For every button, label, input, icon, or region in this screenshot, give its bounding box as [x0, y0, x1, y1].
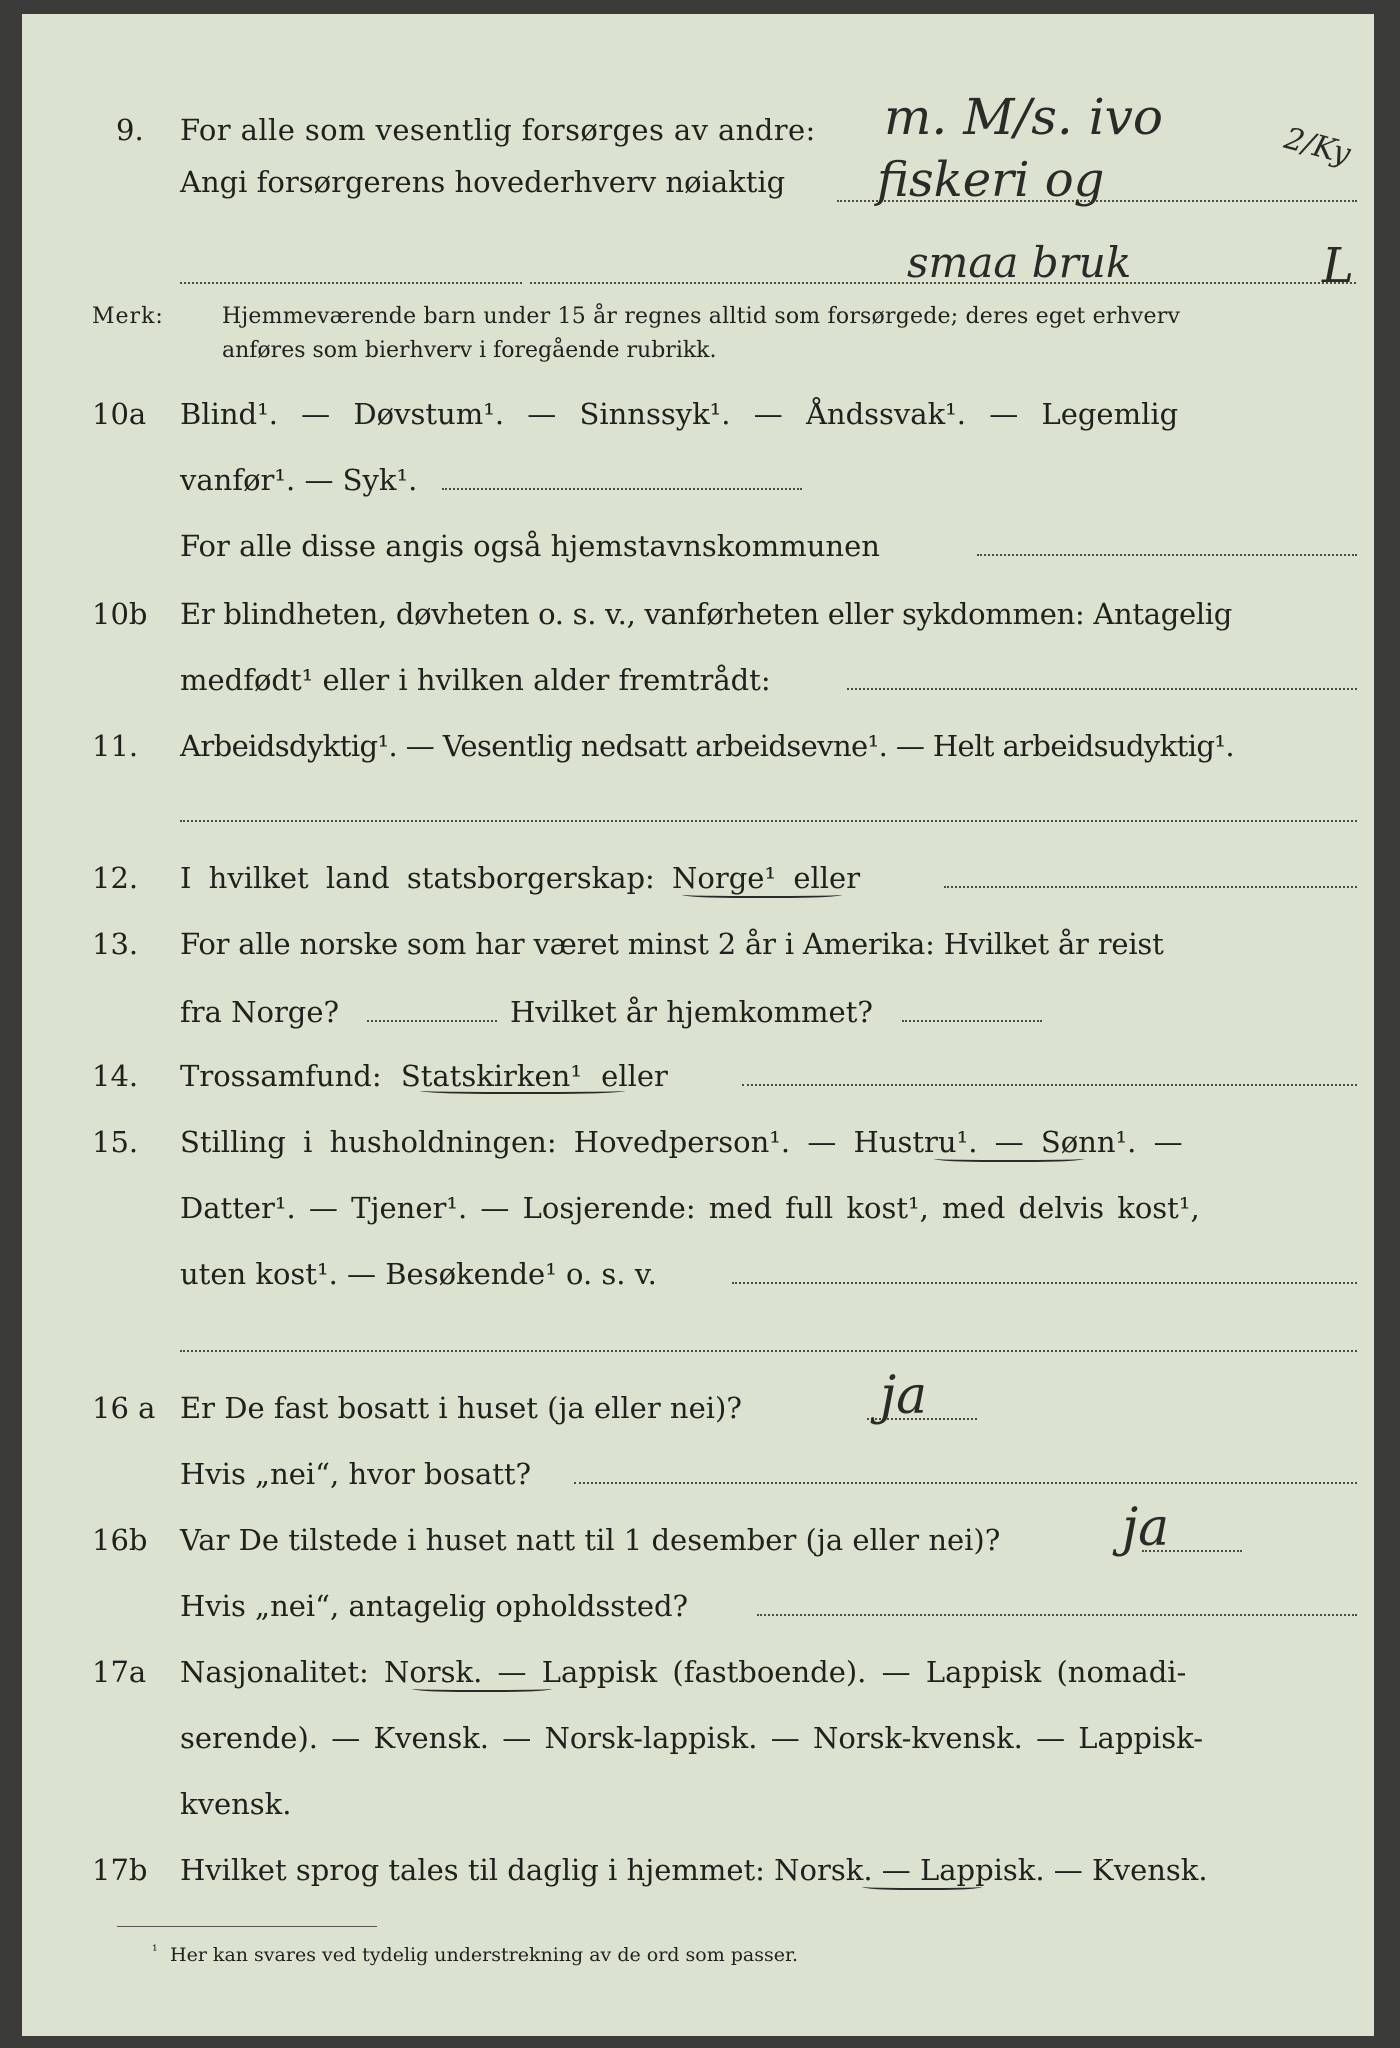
q10a-number: 10a [92, 397, 147, 431]
q15-answer-line-1 [732, 1282, 1357, 1284]
footnote-separator [117, 1926, 377, 1927]
q11-line1: Arbeidsdyktig¹. — Vesentlig nedsatt arbeidsevne¹. — Helt arbeidsudyktig¹. [180, 729, 1234, 763]
q13-line1: For alle norske som har været minst 2 år i Amerika: Hvilket år reist [180, 927, 1164, 961]
merk-line2: anføres som bierhverv i foregående rubrikk. [222, 338, 717, 363]
q11-number: 11. [92, 729, 139, 763]
q17a-line3: kvensk. [180, 1787, 292, 1821]
q12-line1: I hvilket land statsborgerskap: Norge¹ eller [180, 861, 861, 895]
q10b-line2: medfødt¹ eller i hvilken alder fremtrådt: [180, 663, 771, 697]
q9-handwritten-2: fiskeri og [877, 152, 1105, 208]
q15-line2: Datter¹. — Tjener¹. — Losjerende: med full kost¹, med delvis kost¹, [180, 1191, 1200, 1225]
footnote-text: Her kan svares ved tydelig understrekning av de ord som passer. [170, 1944, 799, 1966]
q9-handwritten-margin: 2/Ky [1280, 120, 1355, 173]
q15-line1: Stilling i husholdningen: Hovedperson¹. — Hustru¹. — Sønn¹. — [180, 1125, 1183, 1159]
q15-number: 15. [92, 1125, 139, 1159]
q17b-line1: Hvilket sprog tales til daglig i hjemmet: Norsk. — Lappisk. — Kvensk. [180, 1853, 1208, 1887]
q12-norge-underline [682, 890, 842, 898]
q9-handwritten-margin-2: L [1322, 238, 1354, 294]
q14-number: 14. [92, 1059, 139, 1093]
q9-handwritten-3: smaa bruk [907, 238, 1132, 287]
q17a-number: 17a [92, 1655, 147, 1689]
q10a-line2: vanfør¹. — Syk¹. [180, 463, 418, 497]
q16a-handwritten-answer: ja [880, 1366, 928, 1426]
q17a-line2: serende). — Kvensk. — Norsk-lappisk. — Norsk-kvensk. — Lappisk- [180, 1721, 1203, 1755]
q9-line2: Angi forsørgerens hovederhverv nøiaktig [180, 165, 786, 199]
q15-hustru-underline [934, 1154, 1084, 1162]
q10b-line1: Er blindheten, døvheten o. s. v., vanførheten eller sykdommen: Antagelig [180, 597, 1233, 631]
q13-line2a: fra Norge? [180, 995, 340, 1029]
q16a-bosatt-line [574, 1482, 1357, 1484]
q9-answer-line-2a [180, 282, 522, 284]
q16a-line2: Hvis „nei“, hvor bosatt? [180, 1457, 532, 1491]
q10a-line3: For alle disse angis også hjemstavnskommunen [180, 529, 880, 563]
q14-answer-line [742, 1084, 1357, 1086]
q15-line3: uten kost¹. — Besøkende¹ o. s. v. [180, 1257, 657, 1291]
q10b-answer-line [847, 688, 1357, 690]
merk-label: Merk: [92, 304, 164, 329]
q14-statskirken-underline [420, 1086, 625, 1094]
q10b-number: 10b [92, 597, 148, 631]
q10a-line1: Blind¹. — Døvstum¹. — Sinnssyk¹. — Åndssvak¹. — Legemlig [180, 397, 1179, 431]
q10a-answer-line [442, 488, 802, 490]
q9-number: 9. [116, 113, 144, 147]
q17a-norsk-underline [412, 1684, 552, 1692]
q12-number: 12. [92, 861, 139, 895]
q16b-line1: Var De tilstede i huset natt til 1 desember (ja eller nei)? [180, 1523, 1001, 1557]
q16a-line1: Er De fast bosatt i huset (ja eller nei)? [180, 1391, 742, 1425]
q16b-number: 16b [92, 1523, 148, 1557]
q16b-line2: Hvis „nei“, antagelig opholdssted? [180, 1589, 689, 1623]
q12-answer-line [944, 886, 1357, 888]
q17b-norsk-underline [862, 1882, 982, 1890]
q9-handwritten-1: m. M/s. ivo [884, 88, 1164, 146]
q13-hjemkommet-line [902, 1020, 1042, 1022]
merk-line1: Hjemmeværende barn under 15 år regnes alltid som forsørgede; deres eget erhverv [222, 304, 1181, 329]
q14-line1: Trossamfund: Statskirken¹ eller [180, 1059, 668, 1093]
q13-number: 13. [92, 927, 139, 961]
q11-answer-line [180, 820, 1357, 822]
q16b-opholdssted-line [757, 1614, 1357, 1616]
q10a-kommune-line [977, 554, 1357, 556]
q17b-number: 17b [92, 1853, 148, 1887]
q16a-number: 16 a [92, 1391, 156, 1425]
q13-line2b: Hvilket år hjemkommet? [510, 995, 873, 1029]
footnote-mark: ¹ [152, 1943, 158, 1959]
q17a-line1: Nasjonalitet: Norsk. — Lappisk (fastboende). — Lappisk (nomadi- [180, 1655, 1187, 1689]
census-form-page [22, 14, 1374, 2036]
q9-line1: For alle som vesentlig forsørges av andre: [180, 113, 816, 147]
q15-answer-line-2 [180, 1350, 1357, 1352]
q16b-handwritten-answer: ja [1122, 1498, 1170, 1558]
q13-reist-line [367, 1020, 497, 1022]
